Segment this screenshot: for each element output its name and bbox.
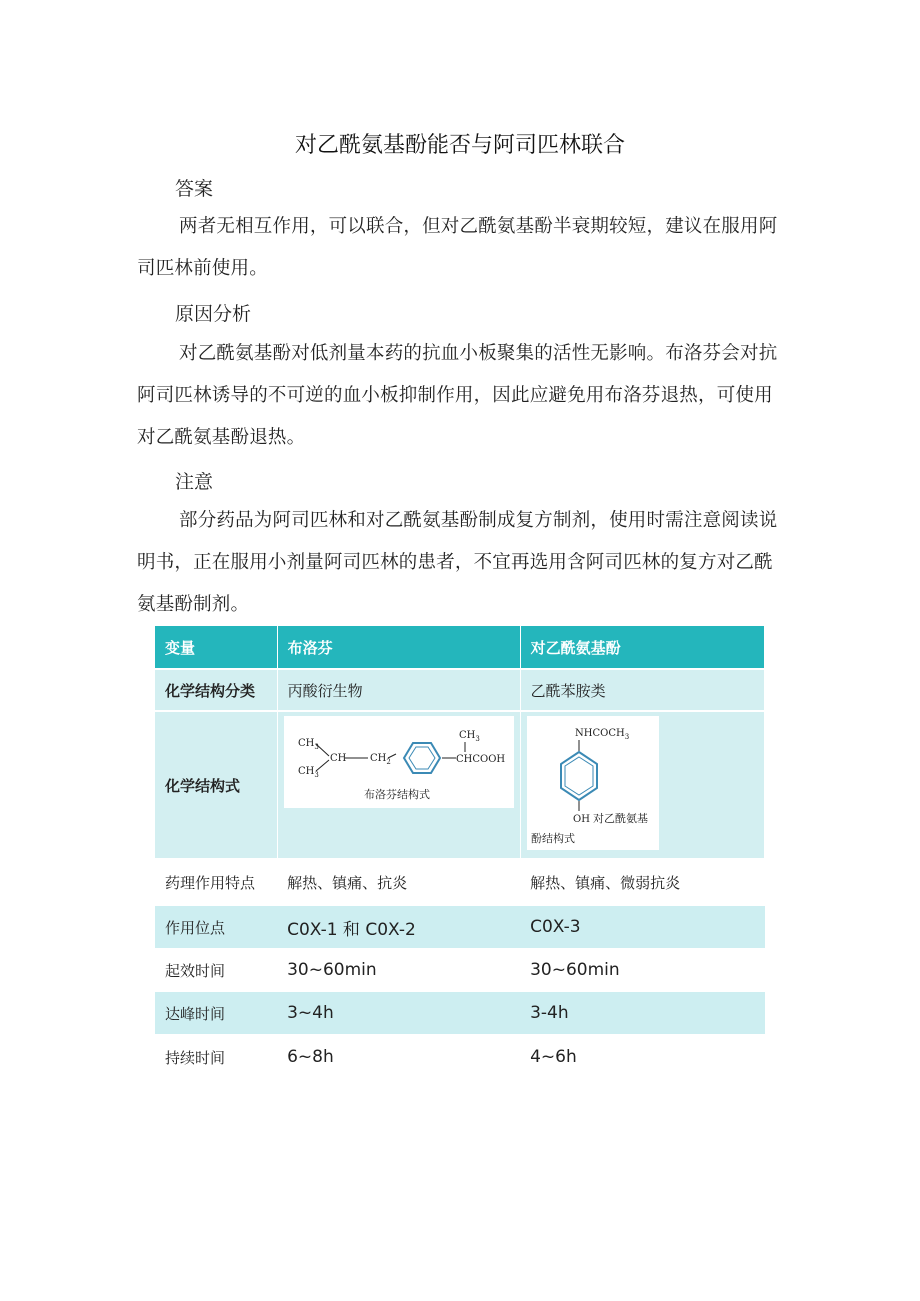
section-heading-answer: 答案 <box>175 178 214 200</box>
svg-text:CHCOOH: CHCOOH <box>455 754 505 765</box>
table-cell: C0X-3 <box>520 906 764 948</box>
paracetamol-structure-drawing <box>527 716 659 850</box>
page-title: 对乙酰氨基酚能否与阿司匹林联合 <box>294 133 625 158</box>
ibuprofen-structure <box>284 716 514 808</box>
row-label: 达峰时间 <box>155 992 277 1034</box>
table-cell: 解热、镇痛、抗炎 <box>277 858 520 906</box>
table-cell: 丙酸衍生物 <box>277 669 520 711</box>
row-label: 作用位点 <box>155 906 277 948</box>
section-text-answer: 两者无相互作用，可以联合，但对乙酰氨基酚半衰期较短，建议在服用阿司匹林前使用。 <box>137 216 778 279</box>
row-label: 化学结构分类 <box>155 669 277 711</box>
table-cell <box>277 711 520 858</box>
svg-text:CH3: $CH_3$ <box>458 730 480 743</box>
table-cell <box>520 711 764 858</box>
row-label: 持续时间 <box>155 1034 277 1080</box>
table-cell: 乙酰苯胺类 <box>520 669 764 711</box>
header-cell: 布洛芬 <box>277 626 520 669</box>
table-row <box>155 906 765 948</box>
comparison-table <box>155 626 765 1080</box>
table-cell: 解热、镇痛、微弱抗炎 <box>520 858 764 906</box>
svg-text:酚结构式: 酚结构式 <box>530 832 575 845</box>
table-cell: 3~4h <box>277 992 520 1034</box>
svg-text:OH: OH <box>572 814 590 825</box>
svg-text:CH3: $CH_3$ <box>297 738 319 751</box>
svg-text:布洛芬结构式: 布洛芬结构式 <box>363 788 430 801</box>
section-heading-note: 注意 <box>175 471 214 493</box>
section-text-reason: 对乙酰氨基酚对低剂量本药的抗血小板聚集的活性无影响。布洛芬会对抗阿司匹林诱导的不可逆的血小板抑制作用，因此应避免用布洛芬退热，可使用对乙酰氨基酚退热。 <box>137 343 778 448</box>
row-label: 化学结构式 <box>155 711 277 858</box>
ibuprofen-structure-drawing <box>284 716 514 808</box>
table-row <box>155 992 765 1034</box>
section-text-note: 部分药品为阿司匹林和对乙酰氨基酚制成复方制剂，使用时需注意阅读说明书，正在服用小剂量阿司匹林的患者，不宜再选用含阿司匹林的复方对乙酰氨基酚制剂。 <box>137 510 778 615</box>
paracetamol-structure <box>527 716 659 850</box>
section-heading-reason: 原因分析 <box>175 303 252 325</box>
table-cell: 3-4h <box>520 992 764 1034</box>
table-cell: C0X-1 和 C0X-2 <box>277 906 520 948</box>
table-row <box>155 669 765 711</box>
svg-text:对乙酰氨基: 对乙酰氨基 <box>592 812 648 825</box>
svg-text:CH3: $CH_3$ <box>297 766 319 779</box>
table-cell: 30~60min <box>277 948 520 992</box>
table-row <box>155 1034 765 1080</box>
table-cell: 6~8h <box>277 1034 520 1080</box>
svg-text:CH: CH <box>329 753 346 764</box>
table-row-structure <box>155 711 765 858</box>
table-row <box>155 858 765 906</box>
row-label: 药理作用特点 <box>155 858 277 906</box>
header-cell: 对乙酰氨基酚 <box>520 626 764 669</box>
header-cell: 变量 <box>155 626 277 669</box>
table-row <box>155 948 765 992</box>
svg-text:CH2: $CH_2$ <box>369 753 391 766</box>
row-label: 起效时间 <box>155 948 277 992</box>
table-cell: 4~6h <box>520 1034 764 1080</box>
svg-text:NHCOCH3: $NHCOCH_3$ <box>574 728 629 741</box>
table-cell: 30~60min <box>520 948 764 992</box>
table-header-row <box>155 626 765 669</box>
